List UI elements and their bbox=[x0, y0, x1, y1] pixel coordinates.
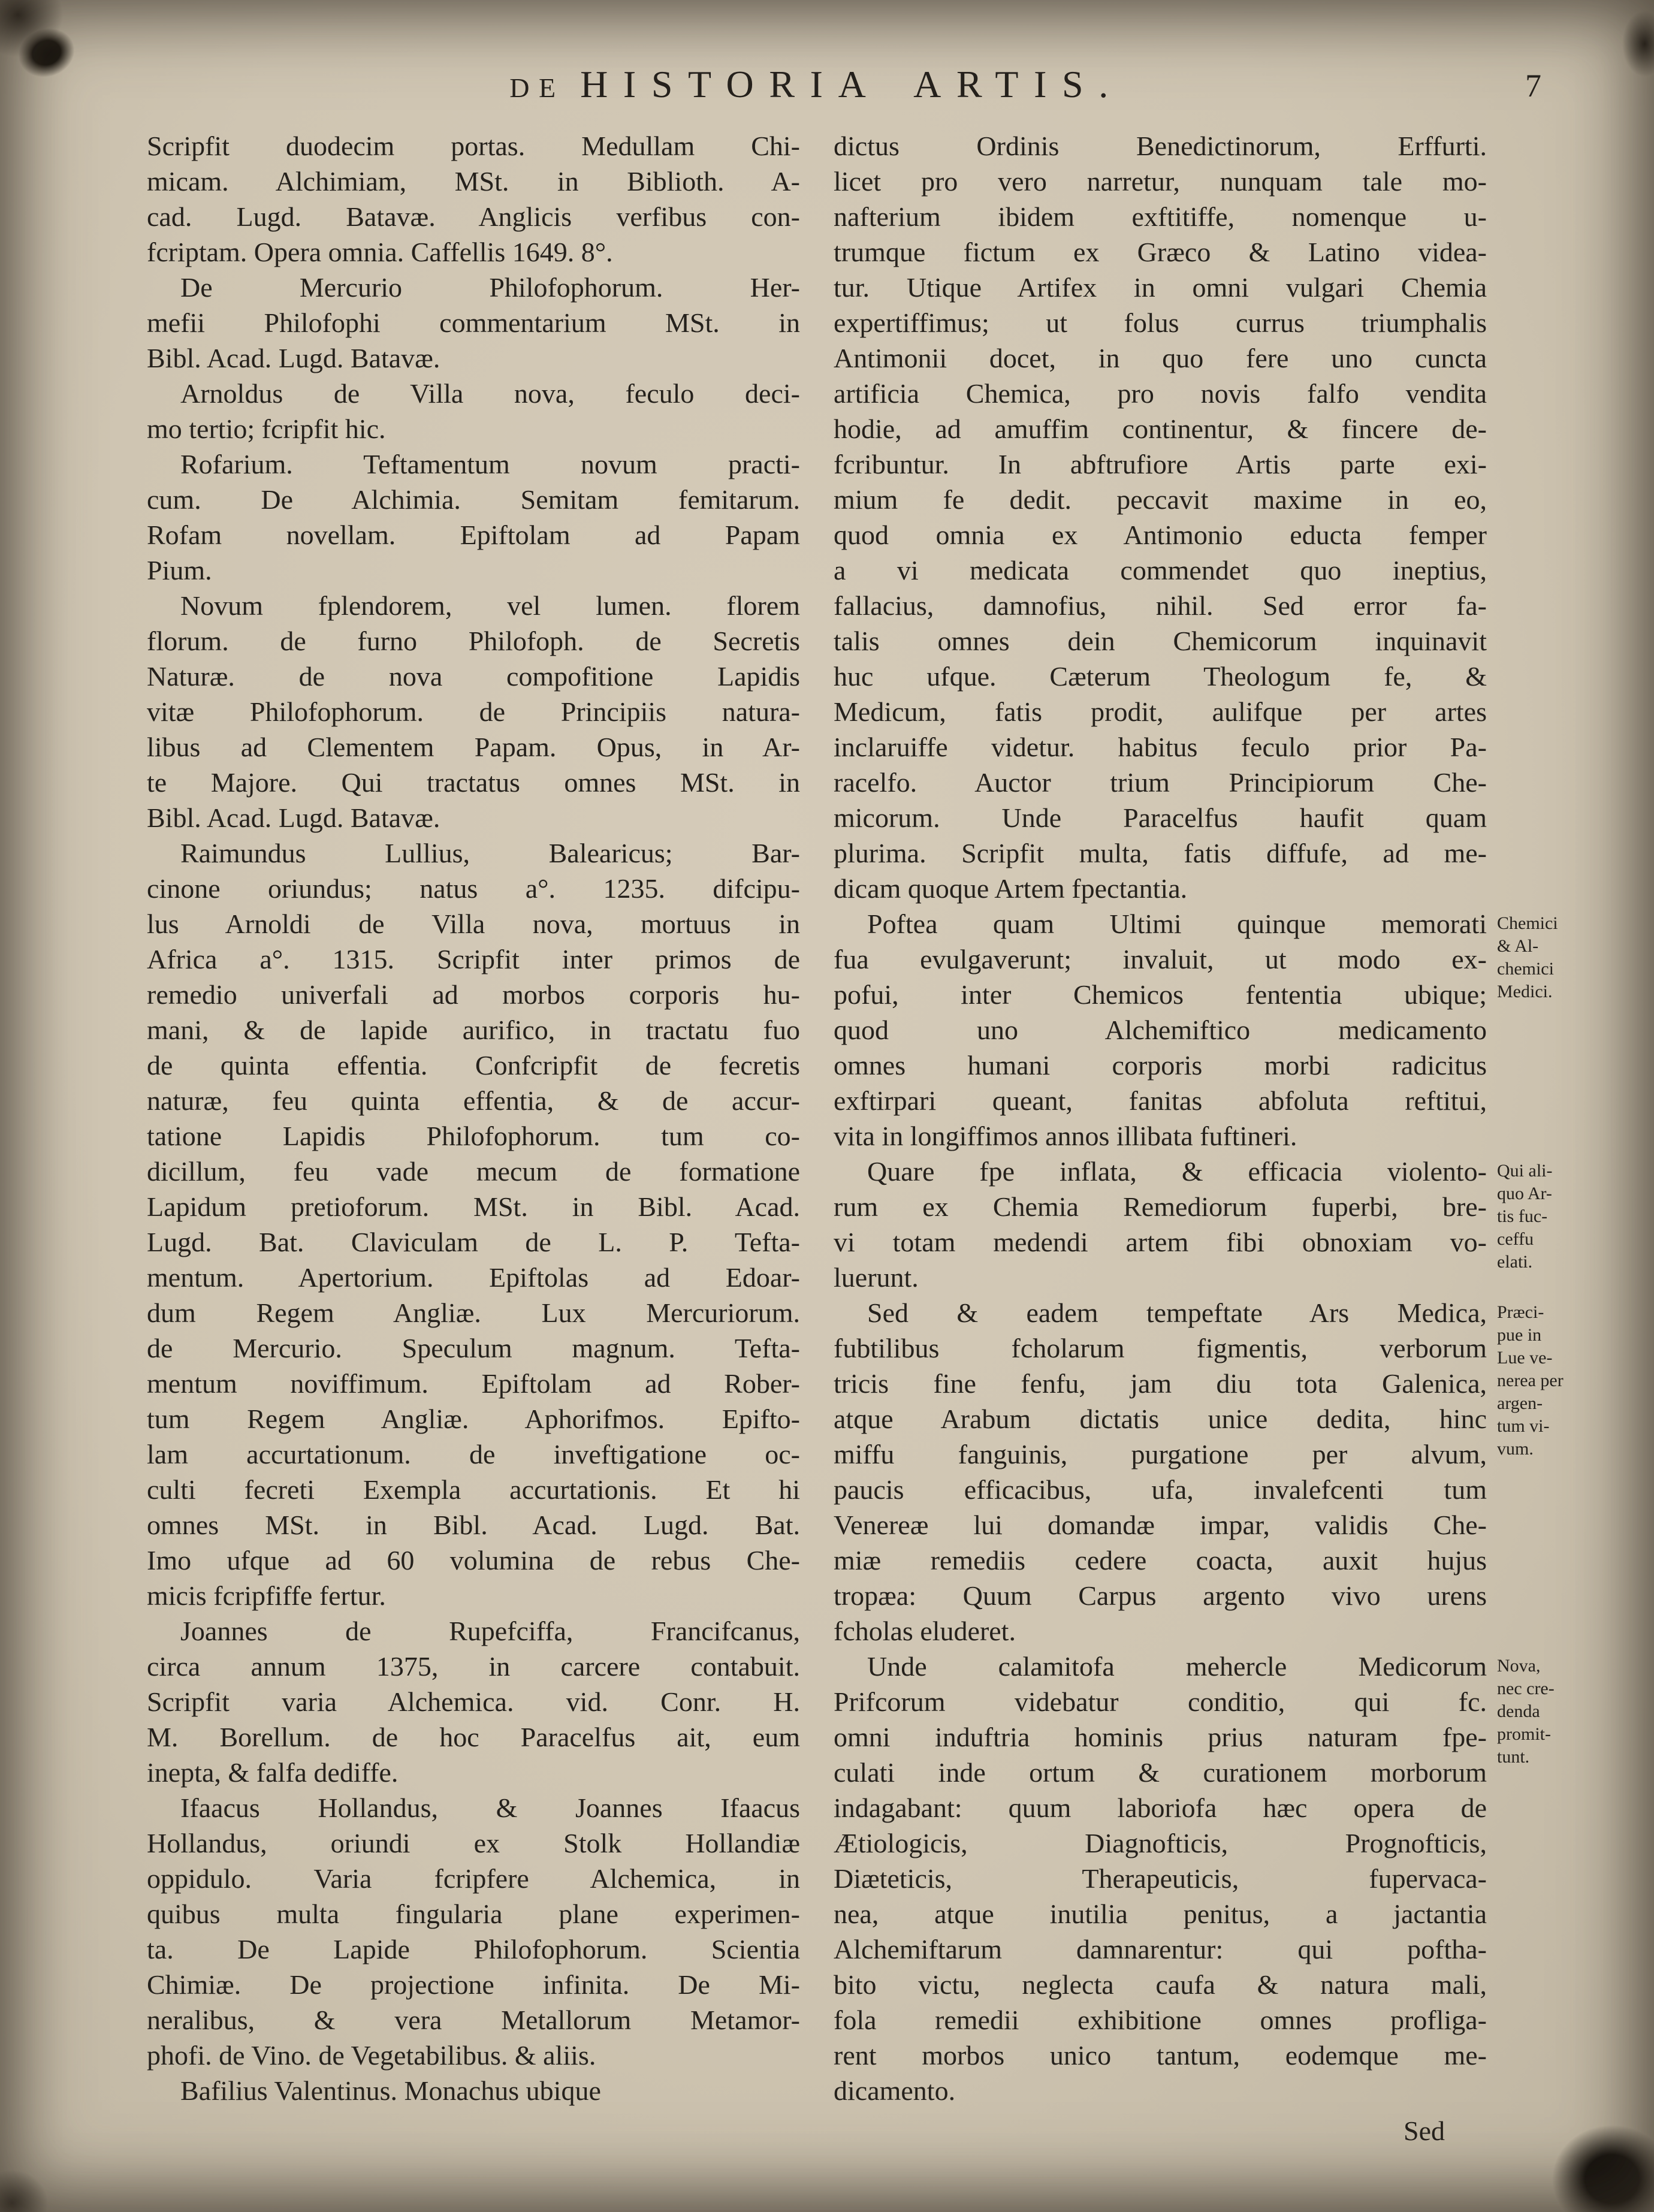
text-line: mentum. Apertorium. Epiftolas ad Edoar- bbox=[147, 1262, 800, 1293]
text-line: plurima. Scripfit multa, fatis diffufe, ad me- bbox=[834, 838, 1487, 868]
running-header bbox=[147, 62, 1486, 107]
margin-note-line: promit- bbox=[1497, 1724, 1551, 1744]
text-line: de quinta effentia. Confcripfit de fecretis bbox=[147, 1050, 800, 1081]
text-line: nafterium ibidem exftitiffe, nomenque u- bbox=[834, 201, 1487, 232]
text-line: Imo ufque ad 60 volumina de rebus Che- bbox=[147, 1545, 800, 1576]
text-line: Chimiæ. De projectione infinita. De Mi- bbox=[147, 1969, 800, 2000]
text-line: dicillum, feu vade mecum de formatione bbox=[147, 1156, 800, 1187]
margin-note-line: & Al- bbox=[1497, 936, 1539, 956]
text-line: Arnoldus de Villa nova, feculo deci- bbox=[180, 378, 800, 409]
text-line: fcholas eluderet. bbox=[834, 1616, 1016, 1646]
margin-note-line: ceffu bbox=[1497, 1229, 1534, 1249]
text-line: omnes MSt. in Bibl. Acad. Lugd. Bat. bbox=[147, 1510, 800, 1540]
paragraph bbox=[834, 1154, 1487, 1295]
margin-note bbox=[1497, 1655, 1641, 1769]
margin-note-line: Nova, bbox=[1497, 1656, 1541, 1676]
text-line: fola remedii exhibitione omnes profliga- bbox=[834, 2005, 1487, 2035]
text-line: cad. Lugd. Batavæ. Anglicis verfibus con- bbox=[147, 201, 800, 232]
text-line: De Mercurio Philofophorum. Her- bbox=[180, 272, 800, 303]
paragraph bbox=[147, 446, 800, 588]
text-block bbox=[147, 128, 1487, 2148]
text-line: Prifcorum videbatur conditio, qui fc. bbox=[834, 1686, 1487, 1717]
margin-note-line: quo Ar- bbox=[1497, 1184, 1552, 1203]
right-column bbox=[834, 128, 1487, 2148]
text-line: Medicum, fatis prodit, aulifque per artes bbox=[834, 696, 1487, 727]
ink-blot bbox=[12, 21, 81, 84]
margin-note-line: denda bbox=[1497, 1701, 1540, 1721]
text-line: oppidulo. Varia fcripfere Alchemica, in bbox=[147, 1863, 800, 1894]
text-line: dum Regem Angliæ. Lux Mercuriorum. bbox=[147, 1297, 800, 1328]
paragraph bbox=[834, 1295, 1487, 1649]
text-line: tatione Lapidis Philofophorum. tum co- bbox=[147, 1121, 800, 1151]
paragraph bbox=[147, 588, 800, 835]
paragraph bbox=[147, 376, 800, 446]
paragraph bbox=[834, 128, 1487, 906]
text-line: luerunt. bbox=[834, 1262, 919, 1293]
text-line: bito victu, neglecta caufa & natura mali, bbox=[834, 1969, 1487, 2000]
text-line: omnes humani corporis morbi radicitus bbox=[834, 1050, 1487, 1081]
text-line: atque Arabum dictatis unice dedita, hinc bbox=[834, 1404, 1487, 1434]
text-line: dicam quoque Artem fpectantia. bbox=[834, 873, 1188, 904]
text-line: rent morbos unico tantum, eodemque me- bbox=[834, 2040, 1487, 2071]
margin-note-line: Lue ve- bbox=[1497, 1348, 1553, 1368]
margin-note-line: elati. bbox=[1497, 1252, 1533, 1272]
text-line: Diæteticis, Therapeuticis, fupervaca- bbox=[834, 1863, 1487, 1894]
text-line: Naturæ. de nova compofitione Lapidis bbox=[147, 661, 800, 692]
text-line: Ætiologicis, Diagnofticis, Prognofticis, bbox=[834, 1828, 1487, 1858]
text-line: Unde calamitofa mehercle Medicorum bbox=[867, 1651, 1487, 1682]
text-line: ta. De Lapide Philofophorum. Scientia bbox=[147, 1934, 800, 1964]
text-line: tropæa: Quum Carpus argento vivo urens bbox=[834, 1580, 1487, 1611]
text-line: Scripfit duodecim portas. Medullam Chi- bbox=[147, 131, 800, 161]
text-line: fubtilibus fcholarum figmentis, verborum bbox=[834, 1333, 1487, 1363]
paragraph bbox=[147, 835, 800, 1613]
scan-artifact-corner-bottom-right bbox=[1552, 2125, 1654, 2212]
right-column-paragraphs bbox=[834, 128, 1487, 2108]
text-line: Sed & eadem tempeftate Ars Medica, bbox=[867, 1297, 1487, 1328]
paragraph bbox=[147, 2073, 800, 2108]
text-line: lus Arnoldi de Villa nova, mortuus in bbox=[147, 909, 800, 939]
margin-note-line: tunt. bbox=[1497, 1747, 1530, 1767]
scan-artifact-corner-top-right bbox=[1622, 11, 1654, 77]
text-line: a vi medicata commendet quo ineptius, bbox=[834, 555, 1487, 586]
text-line: dicamento. bbox=[834, 2075, 956, 2106]
margin-note-line: Præci- bbox=[1497, 1302, 1544, 1322]
text-line: micam. Alchimiam, MSt. in Biblioth. A- bbox=[147, 166, 800, 197]
margin-note-line: Qui ali- bbox=[1497, 1161, 1553, 1181]
text-line: Rofarium. Teftamentum novum practi- bbox=[180, 449, 800, 479]
text-line: rum ex Chemia Remediorum fuperbi, bre- bbox=[834, 1191, 1487, 1222]
text-line: miæ remediis cedere coacta, auxit hujus bbox=[834, 1545, 1487, 1576]
text-line: cinone oriundus; natus a°. 1235. difcipu- bbox=[147, 873, 800, 904]
paragraph bbox=[147, 128, 800, 270]
text-line: exftirpari queant, fanitas abfoluta reftitui, bbox=[834, 1085, 1487, 1116]
margin-note bbox=[1497, 1160, 1641, 1274]
paragraph bbox=[834, 1649, 1487, 2108]
margin-note-line: tum vi- bbox=[1497, 1416, 1550, 1436]
text-line: phofi. de Vino. de Vegetabilibus. & aliis. bbox=[147, 2040, 596, 2071]
catchword: Sed bbox=[1404, 2116, 1445, 2146]
text-line: nea, atque inutilia penitus, a jactantia bbox=[834, 1899, 1487, 1929]
paragraph bbox=[147, 1790, 800, 2073]
text-line: Bibl. Acad. Lugd. Batavæ. bbox=[147, 343, 440, 373]
text-line: culati inde ortum & curationem morborum bbox=[834, 1757, 1487, 1788]
text-line: pofui, inter Chemicos fententia ubique; bbox=[834, 979, 1487, 1010]
text-line: remedio univerfali ad morbos corporis hu- bbox=[147, 979, 800, 1010]
text-line: tum Regem Angliæ. Aphorifmos. Epifto- bbox=[147, 1404, 800, 1434]
text-line: M. Borellum. de hoc Paracelfus ait, eum bbox=[147, 1722, 800, 1752]
text-line: fcriptam. Opera omnia. Caffellis 1649. 8°. bbox=[147, 237, 613, 267]
text-line: quibus multa fingularia plane experimen- bbox=[147, 1899, 800, 1929]
text-line: racelfo. Auctor trium Principiorum Che- bbox=[834, 767, 1487, 798]
margin-note-line: argen- bbox=[1497, 1393, 1543, 1413]
paragraph bbox=[147, 270, 800, 376]
text-line: vita in longiffimos annos illibata fuftineri. bbox=[834, 1121, 1297, 1151]
text-line: Ifaacus Hollandus, & Joannes Ifaacus bbox=[180, 1792, 800, 1823]
text-line: micorum. Unde Paracelfus haufit quam bbox=[834, 802, 1487, 833]
header-prefix: DE bbox=[509, 73, 565, 103]
text-line: mo tertio; fcripfit hic. bbox=[147, 414, 386, 444]
text-line: hodie, ad amuffim continentur, & fincere de- bbox=[834, 414, 1487, 444]
page-number: 7 bbox=[1525, 68, 1541, 104]
text-line: cum. De Alchimia. Semitam femitarum. bbox=[147, 484, 800, 515]
text-line: quod uno Alchemiftico medicamento bbox=[834, 1015, 1487, 1045]
text-line: Poftea quam Ultimi quinque memorati bbox=[867, 909, 1487, 939]
text-line: fua evulgaverunt; invaluit, ut modo ex- bbox=[834, 944, 1487, 974]
text-line: licet pro vero narretur, nunquam tale mo- bbox=[834, 166, 1487, 197]
text-line: vi totam medendi artem fibi obnoxiam vo- bbox=[834, 1227, 1487, 1257]
text-line: miffu fanguinis, purgatione per alvum, bbox=[834, 1439, 1487, 1469]
text-line: Africa a°. 1315. Scripfit inter primos de bbox=[147, 944, 800, 974]
margin-note-line: tis fuc- bbox=[1497, 1206, 1548, 1226]
text-line: huc ufque. Cæterum Theologum fe, & bbox=[834, 661, 1487, 692]
text-line: mefii Philofophi commentarium MSt. in bbox=[147, 307, 800, 338]
text-line: vitæ Philofophorum. de Principiis natura- bbox=[147, 696, 800, 727]
paragraph bbox=[147, 1613, 800, 1790]
text-line: Quare fpe inflata, & efficacia violento- bbox=[867, 1156, 1487, 1187]
text-line: Hollandus, oriundi ex Stolk Hollandiæ bbox=[147, 1828, 800, 1858]
text-line: Lapidum pretioforum. MSt. in Bibl. Acad. bbox=[147, 1191, 800, 1222]
text-line: Bafilius Valentinus. Monachus ubique bbox=[180, 2075, 601, 2106]
text-line: Alchemiftarum damnarentur: qui poftha- bbox=[834, 1934, 1487, 1964]
margin-note-line: vum. bbox=[1497, 1439, 1534, 1459]
text-line: tricis fine fenfu, jam diu tota Galenica, bbox=[834, 1368, 1487, 1399]
margin-note-line: Chemici bbox=[1497, 913, 1558, 933]
left-column bbox=[147, 128, 800, 2148]
text-line: artificia Chemica, pro novis falfo vendita bbox=[834, 378, 1487, 409]
text-line: quod omnia ex Antimonio educta femper bbox=[834, 520, 1487, 550]
text-line: Raimundus Lullius, Balearicus; Bar- bbox=[180, 838, 800, 868]
text-line: Bibl. Acad. Lugd. Batavæ. bbox=[147, 802, 440, 833]
text-line: expertiffimus; ut folus currus triumphalis bbox=[834, 307, 1487, 338]
text-line: tur. Utique Artifex in omni vulgari Chemia bbox=[834, 272, 1487, 303]
text-line: de Mercurio. Speculum magnum. Tefta- bbox=[147, 1333, 800, 1363]
paragraph bbox=[834, 906, 1487, 1154]
margin-note-line: pue in bbox=[1497, 1325, 1542, 1345]
text-line: circa annum 1375, in carcere contabuit. bbox=[147, 1651, 800, 1682]
text-line: mentum noviffimum. Epiftolam ad Rober- bbox=[147, 1368, 800, 1399]
text-line: Novum fplendorem, vel lumen. florem bbox=[180, 590, 800, 621]
text-line: omni induftria hominis prius naturam fpe- bbox=[834, 1722, 1487, 1752]
text-line: naturæ, feu quinta effentia, & de accur- bbox=[147, 1085, 800, 1116]
text-line: micis fcripfiffe fertur. bbox=[147, 1580, 386, 1611]
text-line: Scripfit varia Alchemica. vid. Conr. H. bbox=[147, 1686, 800, 1717]
text-line: culti fecreti Exempla accurtationis. Et hi bbox=[147, 1474, 800, 1505]
text-line: mium fe dedit. peccavit maxime in eo, bbox=[834, 484, 1487, 515]
text-line: Venereæ lui domandæ impar, validis Che- bbox=[834, 1510, 1487, 1540]
text-line: Lugd. Bat. Claviculam de L. P. Tefta- bbox=[147, 1227, 800, 1257]
text-line: florum. de furno Philofoph. de Secretis bbox=[147, 626, 800, 656]
margin-note bbox=[1497, 1301, 1641, 1460]
text-line: fcribuntur. In abftrufiore Artis parte exi- bbox=[834, 449, 1487, 479]
text-line: talis omnes dein Chemicorum inquinavit bbox=[834, 626, 1487, 656]
text-line: te Majore. Qui tractatus omnes MSt. in bbox=[147, 767, 800, 798]
text-line: fallacius, damnofius, nihil. Sed error fa- bbox=[834, 590, 1487, 621]
margin-note bbox=[1497, 912, 1641, 1003]
text-line: Antimonii docet, in quo fere uno cuncta bbox=[834, 343, 1487, 373]
text-line: indagabant: quum laboriofa hæc opera de bbox=[834, 1792, 1487, 1823]
text-line: Joannes de Rupefciffa, Francifcanus, bbox=[180, 1616, 800, 1646]
margin-note-line: Medici. bbox=[1497, 982, 1553, 1001]
text-line: paucis efficacibus, ufa, invalefcenti tum bbox=[834, 1474, 1487, 1505]
text-line: dictus Ordinis Benedictinorum, Erffurti. bbox=[834, 131, 1487, 161]
scan-artifact-corner-bottom-left bbox=[0, 2170, 48, 2212]
text-line: Pium. bbox=[147, 555, 212, 586]
text-line: Rofam novellam. Epiftolam ad Papam bbox=[147, 520, 800, 550]
margin-note-line: nerea per bbox=[1497, 1371, 1564, 1390]
text-line: libus ad Clementem Papam. Opus, in Ar- bbox=[147, 732, 800, 762]
text-line: lam accurtationum. de inveftigatione oc- bbox=[147, 1439, 800, 1469]
margin-note-line: chemici bbox=[1497, 959, 1554, 979]
text-line: inclaruiffe videtur. habitus feculo prior Pa- bbox=[834, 732, 1487, 762]
header-title: HISTORIA ARTIS. bbox=[580, 63, 1124, 105]
margin-note-line: nec cre- bbox=[1497, 1679, 1555, 1698]
text-line: neralibus, & vera Metallorum Metamor- bbox=[147, 2005, 800, 2035]
text-line: trumque fictum ex Græco & Latino videa- bbox=[834, 237, 1487, 267]
text-line: mani, & de lapide aurifico, in tractatu fuo bbox=[147, 1015, 800, 1045]
text-line: inepta, & falfa dediffe. bbox=[147, 1757, 399, 1788]
scan-artifact-corner-top-left bbox=[0, 0, 63, 57]
